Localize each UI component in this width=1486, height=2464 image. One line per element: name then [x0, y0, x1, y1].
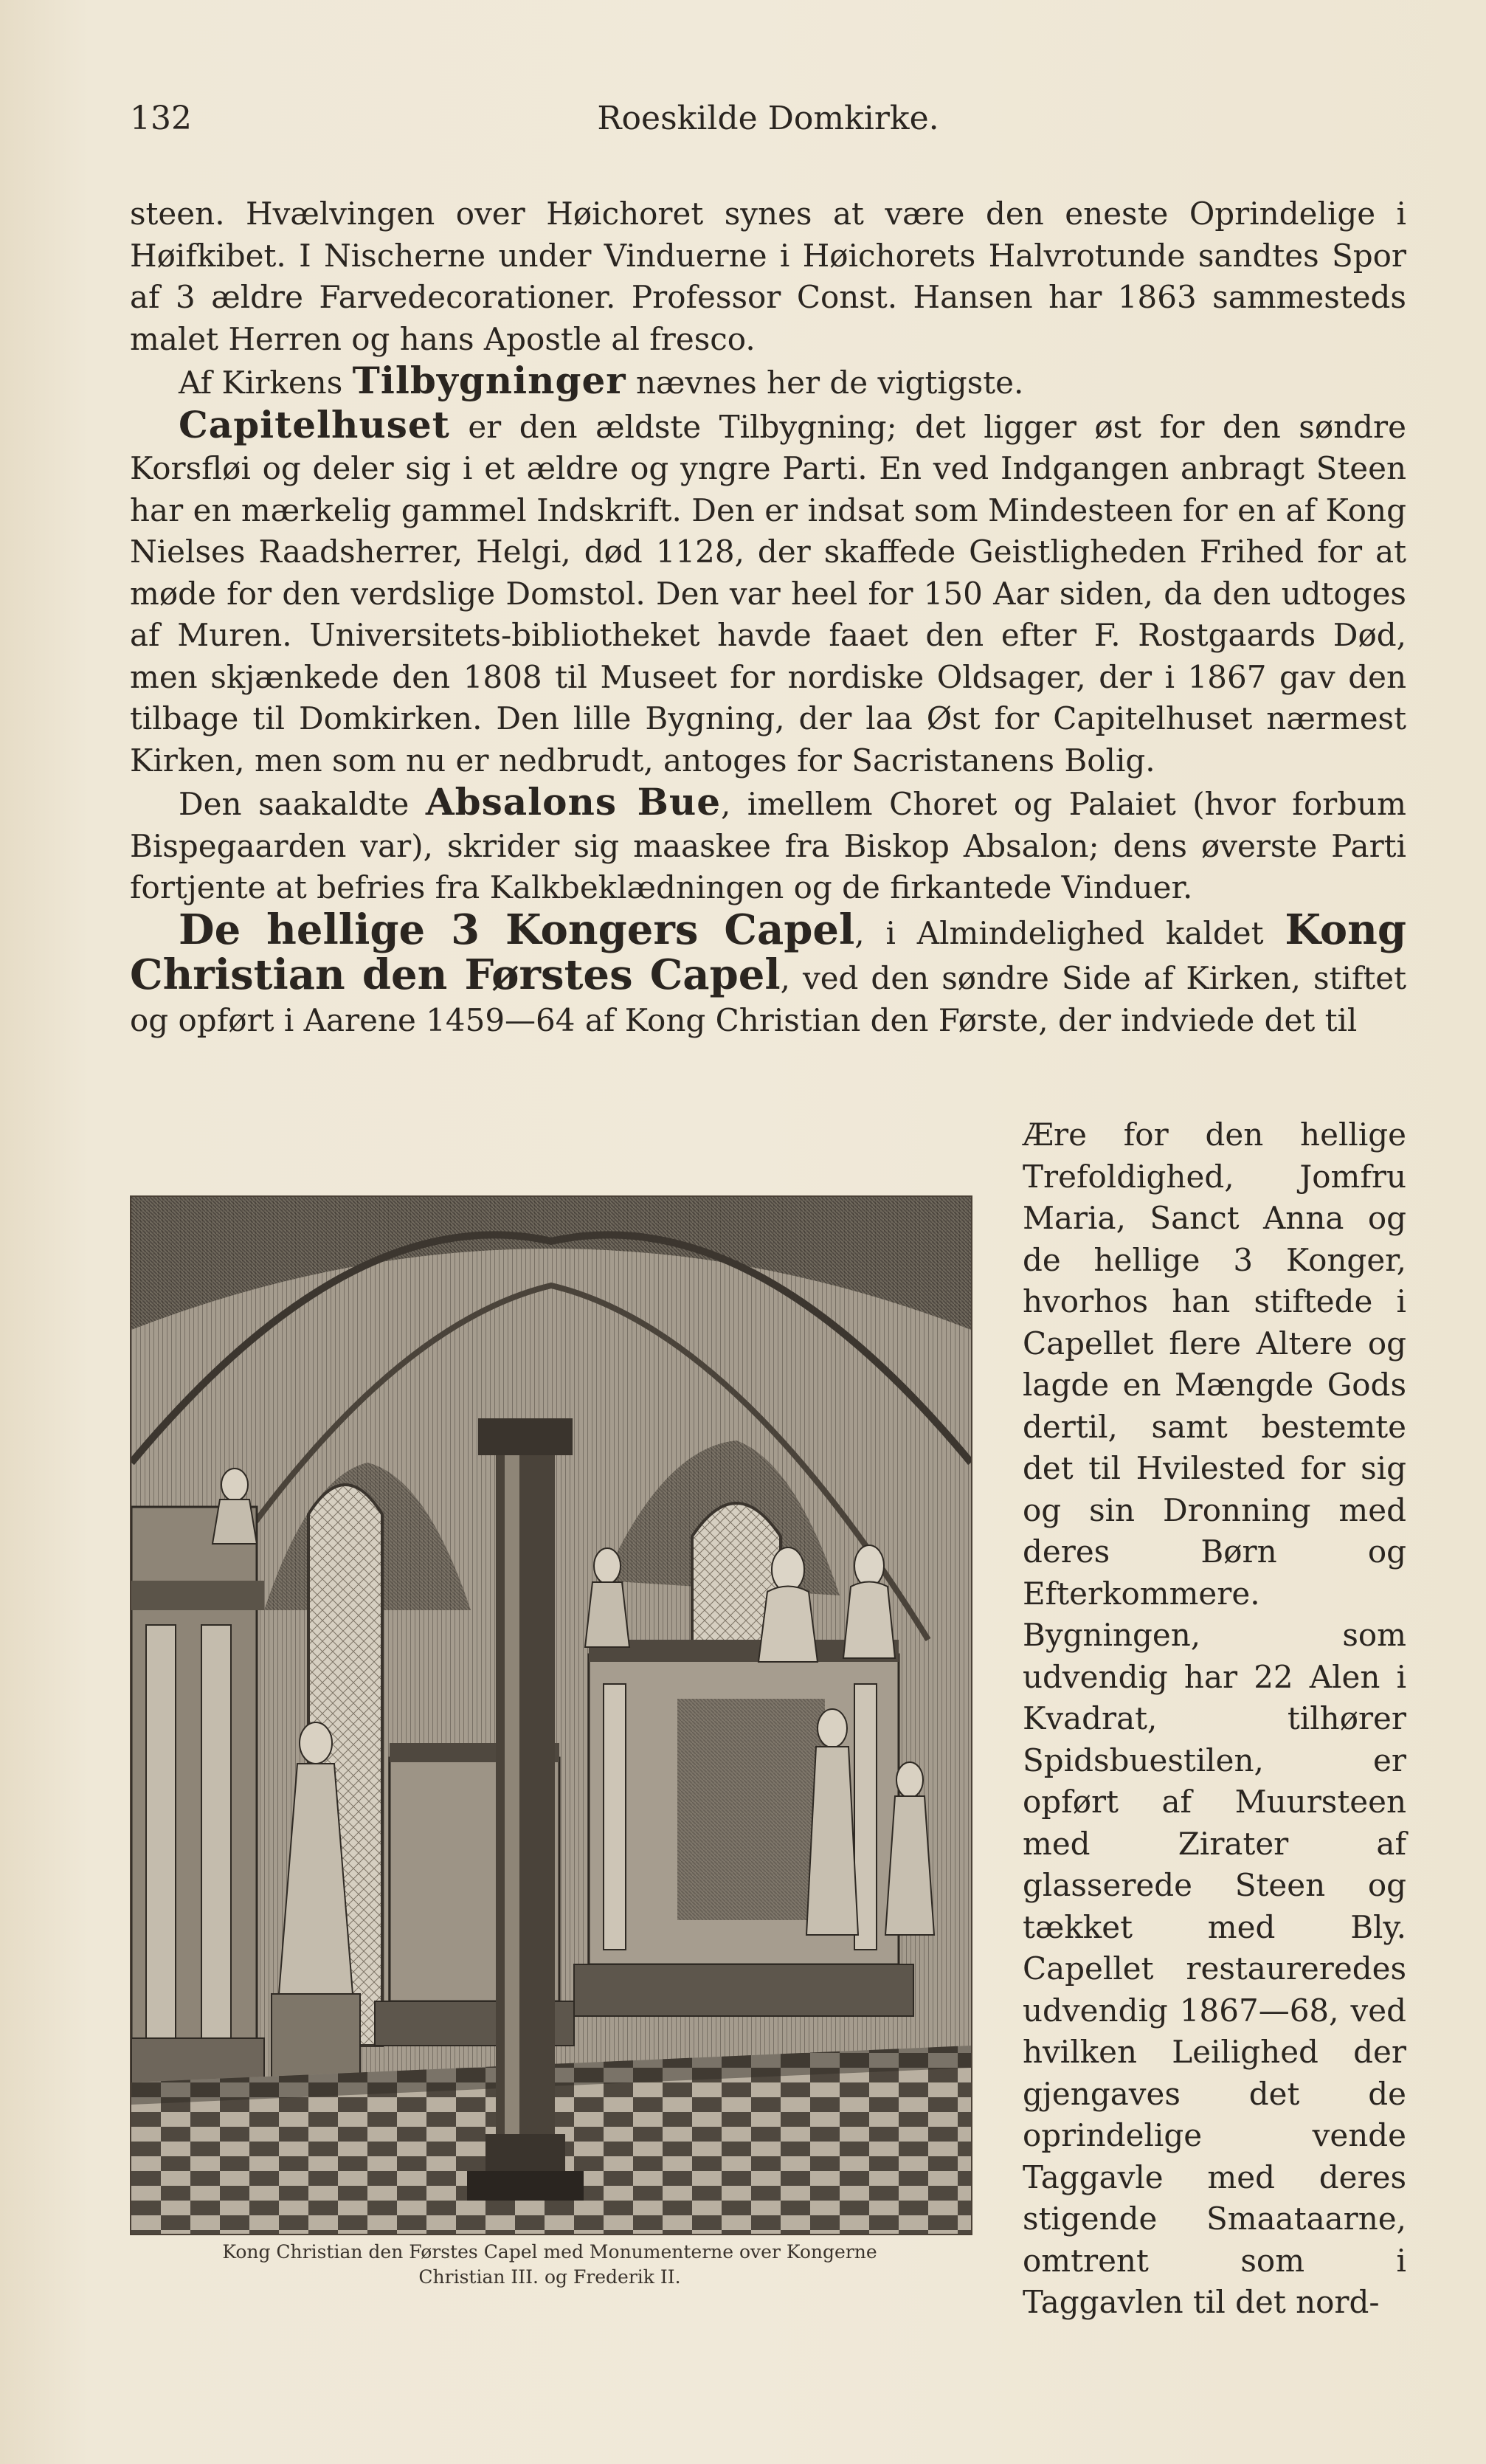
column-paragraph: Ære for den hellige Trefoldighed, Jomfru Maria, Sanct Anna og de hellige 3 Konger, hvorhos han stiftede i Capellet flere Altere og lagde en Mængde Gods dertil, samt bestemte det til Hvilested for sig og sin Dronning med deres Børn og Efterkommere. Bygningen, som udvendig har 22 Alen i Kvadrat, tilhører Spidsbuestilen, er opført af Muursteen med Zirater af glasserede Steen og tækket med Bly. Capellet restaureredes udvendig 1867—68, ved hvilken Leilighed der gjengaves det de oprindelige vende Taggavle med deres stigende Smaataarne, omtrent som i Taggavlen til det nord-: [1023, 1117, 1406, 2320]
paragraph-4: [130, 781, 1406, 909]
engraving-illustration: [131, 1197, 971, 2234]
p2-text: Af Kirkens: [179, 365, 353, 401]
heading-tilbygninger: Tilbygninger: [352, 359, 626, 402]
page-header: [130, 100, 1406, 144]
engraving-chapel-interior: [130, 1195, 972, 2235]
heading-capitelhuset: Capitelhuset: [179, 402, 450, 446]
paragraph-1: steen. Hvælvingen over Høichoret synes at være den eneste Oprindelige i Høifkibet. I Nischerne under Vinduerne i Høichorets Halvrotunde sandtes Spor af 3 ældre Farvedecorationer. Professor Const. Hansen har 1863 sammesteds malet Herren og hans Apostle al fresco.: [130, 196, 1406, 357]
p5-text-end: , ved den søndre Side af Kirken, stiftet og opført i Aarene 1459—64 af Kong Christian den Første, der indviede det til: [130, 960, 1406, 1038]
p4-text-end: , imellem Choret og Palaiet (hvor forbum Bispegaarden var), skrider sig maaskee fra Biskop Absalon; dens øverste Parti fortjente at befries fra Kalkbeklædningen og de firkantede Vinduer.: [130, 786, 1406, 905]
p3-text: er den ældste Tilbygning; det ligger øst for den søndre Korsfløi og deler sig i et ældre og yngre Parti. En ved Indgangen anbragt Steen har en mærkelig gammel Indskrift. Den er indsat som Mindesteen for en af Kong Nielses Raadsherrer, Helgi, død 1128, der skaffede Geistligheden Frihed for at møde for den verdslige Domstol. Den var heel for 150 Aar siden, da den udtoges af Muren. Universitets-bibliotheket havde faaet den efter F. Rostgaards Død, men skjænkede den 1808 til Museet for nordiske Oldsager, der i 1867 gav den tilbage til Domkirken. Den lille Bygning, der laa Øst for Capitelhuset nærmest Kirken, men som nu er nedbrudt, antoges for Sacristanens Bolig.: [130, 408, 1406, 779]
figure-caption: [130, 2240, 970, 2290]
paragraph-2: [130, 360, 1406, 404]
heading-absalons-bue: Absalons Bue: [425, 780, 722, 824]
running-title: Roeskilde Domkirke.: [597, 100, 939, 137]
p2-text-end: nævnes her de vigtigste.: [626, 365, 1024, 401]
caption-line-2: Christian III. og Frederik II.: [418, 2266, 681, 2288]
side-column-text: [1023, 1114, 1406, 2324]
paragraph-3: [130, 404, 1406, 782]
p4-text: Den saakaldte: [179, 786, 426, 822]
main-text: [130, 193, 1406, 1041]
paragraph-5: [130, 905, 1406, 1042]
heading-kongers-capel: De hellige 3 Kongers Capel: [179, 905, 855, 954]
p5-text: , i Almindelighed kaldet: [854, 914, 1285, 951]
caption-line-1: Kong Christian den Førstes Capel med Monumenterne over Kongerne: [222, 2241, 877, 2263]
heading-christian-capel: Kong Christian den Førstes Capel: [130, 905, 1406, 999]
page-number: 132: [130, 100, 192, 137]
